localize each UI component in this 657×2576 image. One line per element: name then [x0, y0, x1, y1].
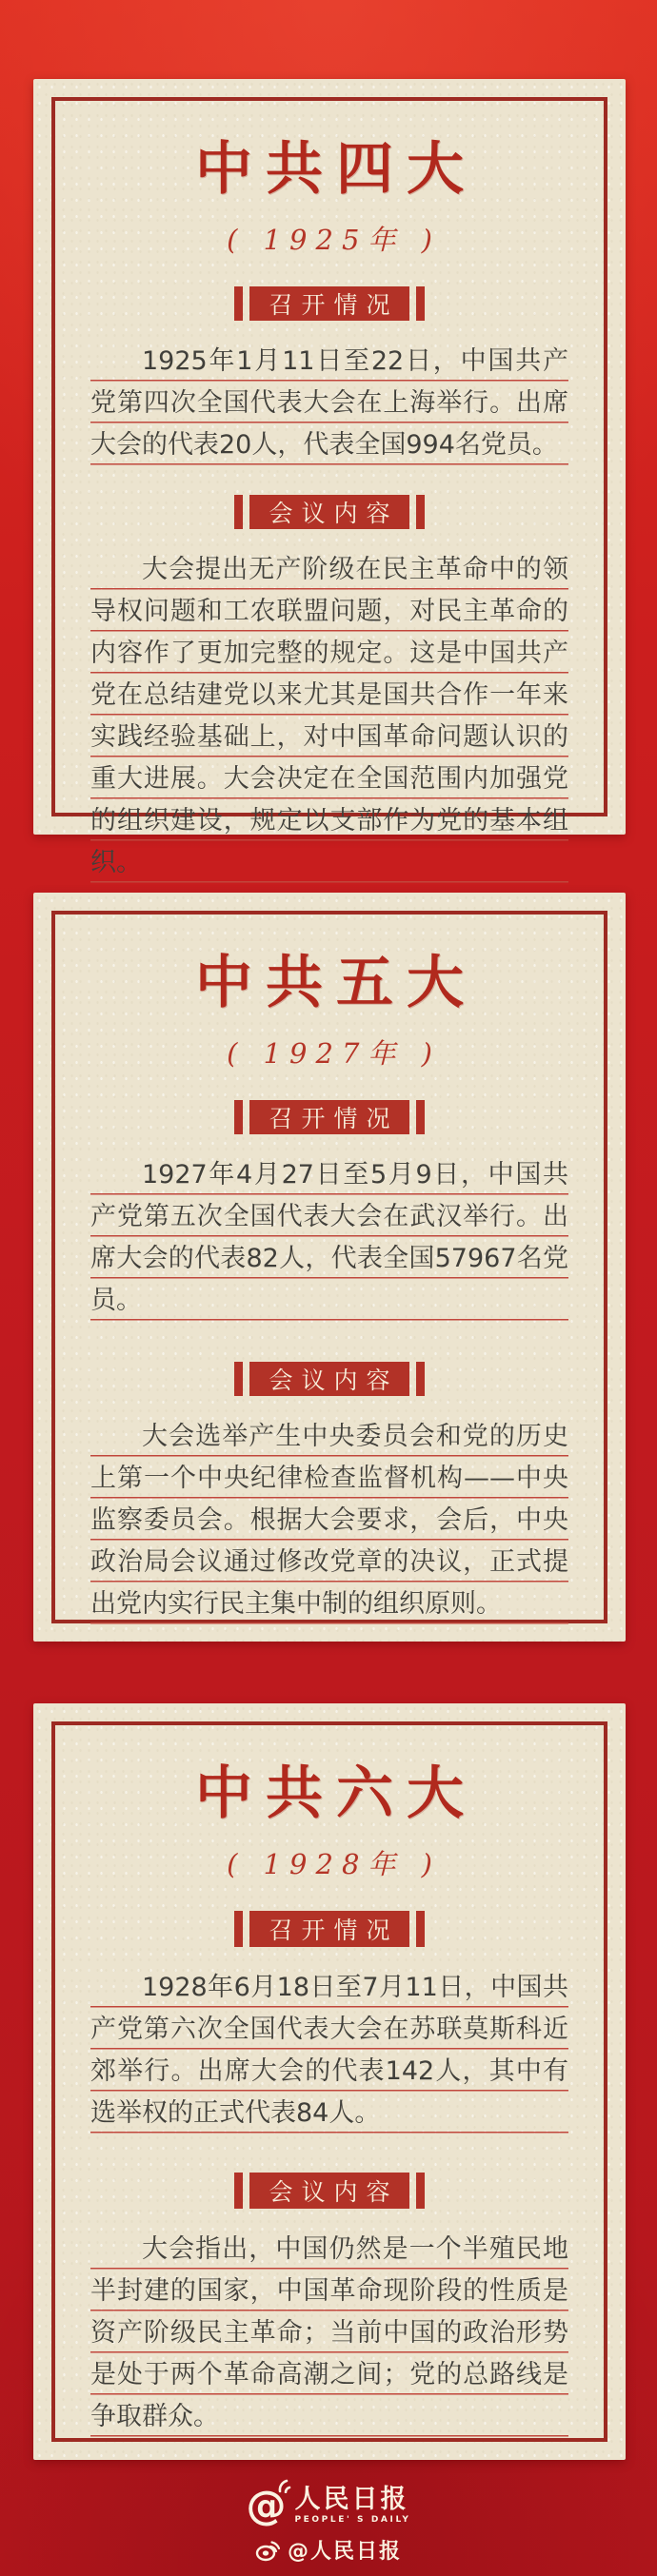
weibo-handle-text: @人民日报 — [287, 2540, 402, 2564]
section-badge-convening — [234, 1100, 424, 1134]
badge-left-bar — [234, 2173, 243, 2209]
badge-right-bar — [416, 495, 425, 529]
section-badge-convening — [234, 1911, 424, 1947]
badge-right-bar — [416, 1911, 425, 1947]
card-content — [55, 101, 604, 877]
badge-left-bar — [234, 495, 243, 529]
badge-label: 召开情况 — [249, 1100, 408, 1134]
logo-text-block — [294, 2484, 411, 2526]
section-badge-content — [234, 495, 424, 529]
section-text-convening: 1928年6月18日至7月11日，中国共产党第六次全国代表大会在苏联莫斯科近郊举行。出席大会的代表142人，其中有选举权的正式代表84人。 — [90, 1967, 568, 2134]
logo-name: 人民日报 — [294, 2484, 409, 2514]
badge-label: 会议内容 — [249, 1362, 408, 1396]
badge-label: 会议内容 — [249, 2173, 408, 2209]
card-year: ( 1928年 ) — [227, 1848, 441, 1880]
section-text-convening: 1927年4月27日至5月9日，中国共产党第五次全国代表大会在武汉举行。出席大会的代表82人，代表全国57967名党员。 — [90, 1154, 568, 1322]
card-content — [55, 1725, 604, 2438]
card-title: 中共六大 — [195, 1760, 477, 1827]
section-text-convening: 1925年1月11日至22日，中国共产党第四次全国代表大会在上海举行。出席大会的代表20人，代表全国994名党员。 — [90, 341, 568, 466]
broadcast-waves-icon — [277, 2478, 294, 2493]
card-year: ( 1927年 ) — [227, 1037, 441, 1070]
badge-label: 召开情况 — [249, 286, 408, 321]
section-text-content: 大会选举产生中央委员会和党的历史上第一个中央纪律检查监督机构——中央监察委员会。根据大会要求，会后，中央政治局会议通过修改党章的决议，正式提出党内实行民主集中制的组织原则。 — [90, 1416, 568, 1625]
section-badge-convening — [234, 286, 424, 321]
weibo-handle-row — [255, 2535, 402, 2565]
badge-right-bar — [416, 2173, 425, 2209]
badge-right-bar — [416, 286, 425, 321]
logo-subtitle: PEOPLE' S DAILY — [294, 2514, 411, 2525]
card-title: 中共五大 — [195, 950, 477, 1016]
section-badge-content — [234, 1362, 424, 1396]
badge-left-bar — [234, 1362, 243, 1396]
card-cpc-6th-congress — [33, 1703, 626, 2460]
card-title: 中共四大 — [195, 136, 477, 203]
badge-left-bar — [234, 286, 243, 321]
card-cpc-4th-congress — [33, 79, 626, 877]
badge-left-bar — [234, 1911, 243, 1947]
card-cpc-5th-congress — [33, 893, 626, 1642]
footer — [0, 2482, 657, 2565]
badge-right-bar — [416, 1362, 425, 1396]
badge-left-bar — [234, 1100, 243, 1134]
badge-right-bar — [416, 1100, 425, 1134]
at-glyph: @ — [246, 2482, 287, 2528]
card-content — [55, 914, 604, 1620]
card-year: ( 1925年 ) — [227, 224, 441, 256]
section-text-content: 大会提出无产阶级在民主革命中的领导权问题和工农联盟问题，对民主革命的内容作了更加完整的规定。这是中国共产党在总结建党以来尤其是国共合作一年来实践经验基础上，对中国革命问题认识的重大进展。大会决定在全国范围内加强党的组织建设，规定以支部作为党的基本组织。 — [90, 549, 568, 884]
weibo-icon — [255, 2539, 280, 2562]
section-text-content: 大会指出，中国仍然是一个半殖民地半封建的国家，中国革命现阶段的性质是资产阶级民主革命；当前中国的政治形势是处于两个革命高潮之间；党的总路线是争取群众。 — [90, 2229, 568, 2438]
at-symbol-icon — [246, 2482, 287, 2528]
badge-label: 会议内容 — [249, 495, 408, 529]
peoples-daily-logo — [246, 2482, 411, 2528]
section-badge-content — [234, 2173, 424, 2209]
badge-label: 召开情况 — [249, 1911, 408, 1947]
